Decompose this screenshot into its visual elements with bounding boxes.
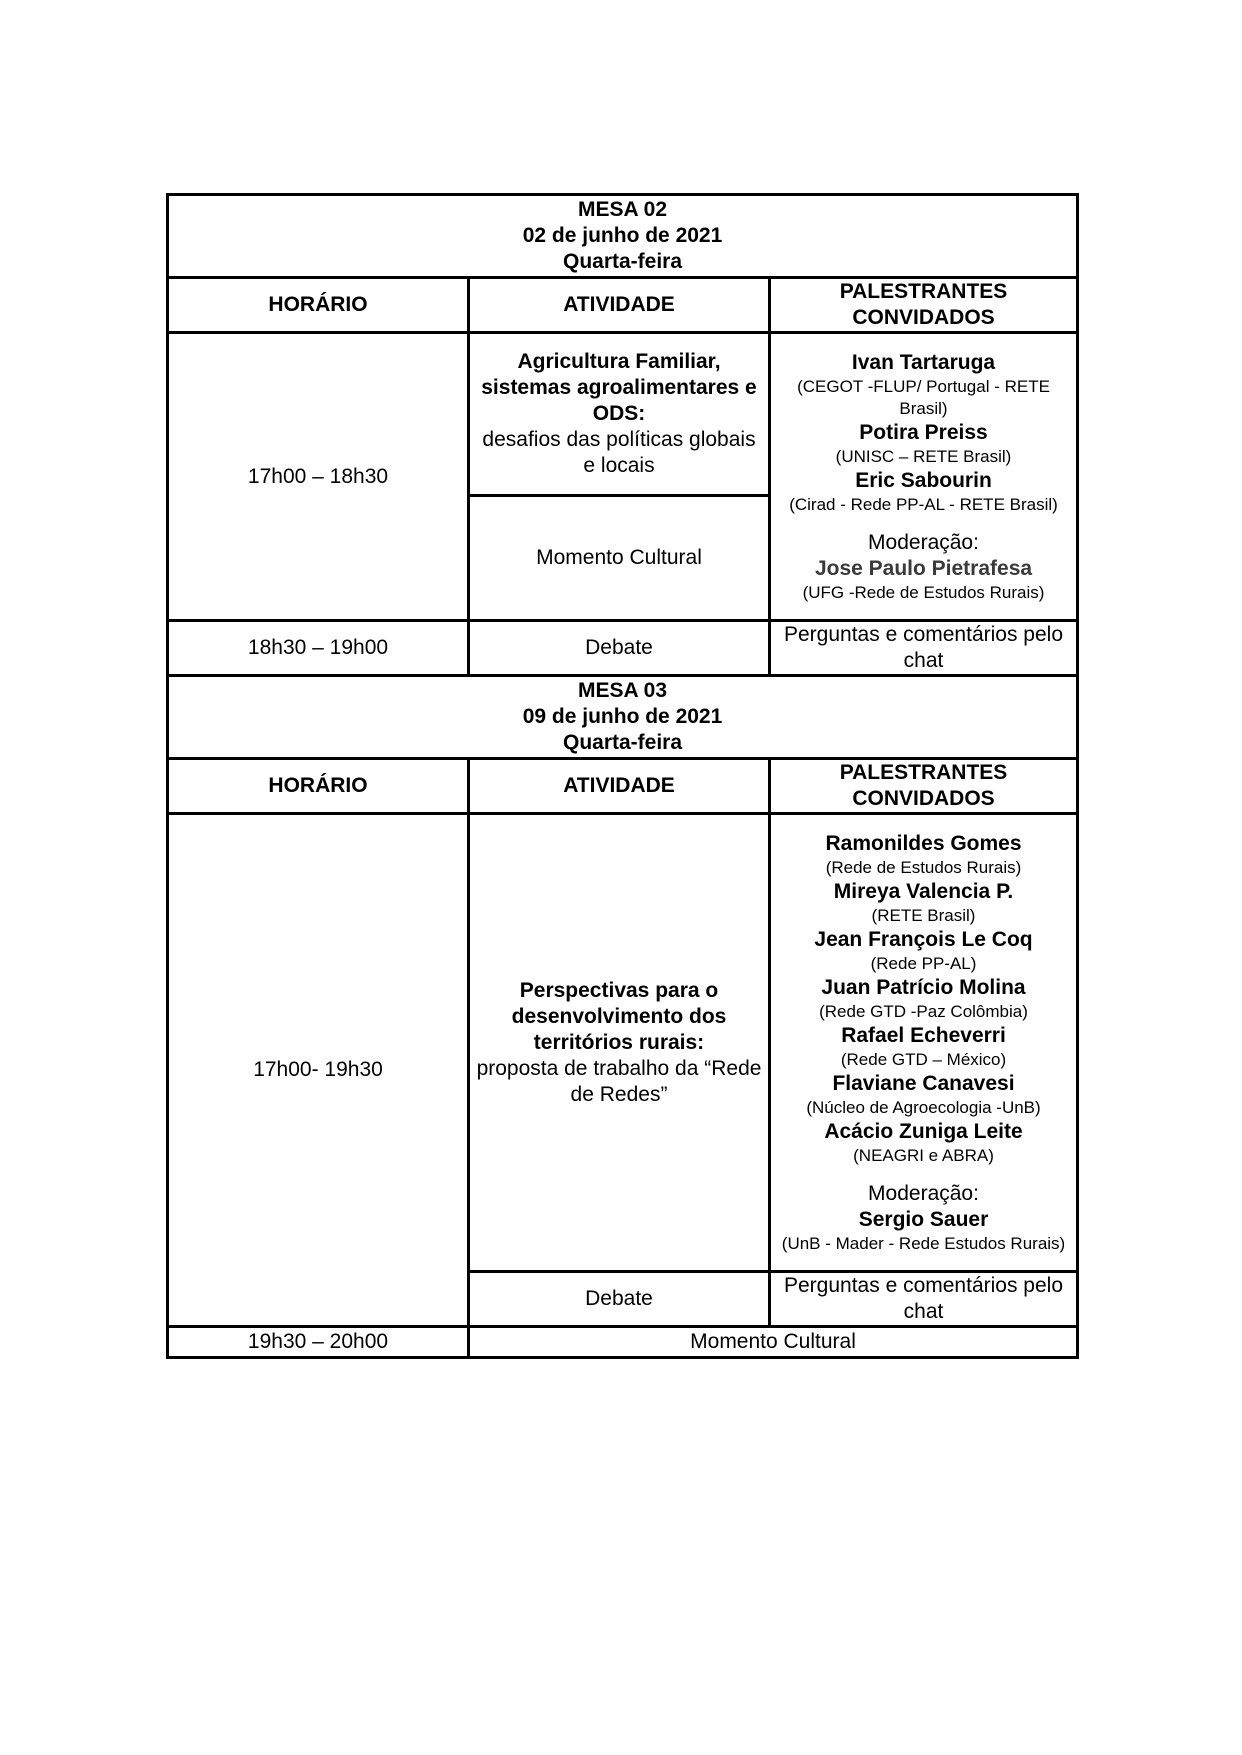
speaker-name: Ivan Tartaruga <box>851 350 996 374</box>
speaker-affiliation: (RETE Brasil) <box>871 905 976 925</box>
mesa02-slot2-time: 18h30 – 19h00 <box>168 621 469 676</box>
mesa03-header-horario: HORÁRIO <box>168 759 469 814</box>
mesa03-slot2-row <box>168 1327 1078 1358</box>
mesa02-activity-bold-ods: ODS: <box>592 402 646 425</box>
mesa02-slot1-activity <box>469 333 770 496</box>
speaker-affiliation: (Rede GTD – México) <box>840 1049 1007 1069</box>
speaker-name: Flaviane Canavesi <box>832 1071 1015 1095</box>
speaker-affiliation: (NEAGRI e ABRA) <box>853 1145 994 1165</box>
speaker-affiliation: (Rede de Estudos Rurais) <box>825 857 1022 877</box>
mesa03-debate-speakers: Perguntas e comentários pelo chat <box>770 1272 1078 1327</box>
mesa03-activity-desc: proposta de trabalho da “Rede de Redes” <box>476 1056 762 1106</box>
mesa02-header-horario: HORÁRIO <box>168 278 469 333</box>
mesa03-header-atividade: ATIVIDADE <box>469 759 770 814</box>
speaker-name: Eric Sabourin <box>855 468 992 492</box>
mesa02-header-atividade: ATIVIDADE <box>469 278 770 333</box>
speaker-name: Rafael Echeverri <box>841 1023 1006 1047</box>
speaker-affiliation: (Rede PP-AL) <box>870 953 977 973</box>
mesa02-header-row <box>168 278 1078 333</box>
mesa02-header-palestrantes: PALESTRANTES CONVIDADOS <box>770 278 1078 333</box>
moderator-affiliation: (UnB - Mader - Rede Estudos Rurais) <box>781 1233 1066 1253</box>
moderator-name: Sergio Sauer <box>858 1207 989 1231</box>
mesa03-header-row <box>168 759 1078 814</box>
mesa03-slot1-time: 17h00- 19h30 <box>168 814 469 1327</box>
mesa02-slot2-speakers: Perguntas e comentários pelo chat <box>770 621 1078 676</box>
speaker-affiliation: (Núcleo de Agroecologia -UnB) <box>806 1097 1041 1117</box>
speaker-affiliation: (CEGOT -FLUP/ Portugal - RETE Brasil) <box>797 376 1050 418</box>
mesa03-date: 09 de junho de 2021 <box>522 705 723 728</box>
speaker-name: Jean François Le Coq <box>814 927 1033 951</box>
speaker-affiliation: (UNISC – RETE Brasil) <box>835 446 1012 466</box>
schedule-table <box>166 193 1079 1359</box>
mesa02-slot2-activity: Debate <box>469 621 770 676</box>
mesa02-slot1-row <box>168 333 1078 496</box>
speaker-name: Potira Preiss <box>859 420 988 444</box>
mesa03-slot1-speakers <box>770 814 1078 1272</box>
mesa03-activity-bold: Perspectivas para o desenvolvimento dos territórios rurais: <box>511 978 727 1054</box>
mesa03-slot2-time: 19h30 – 20h00 <box>168 1327 469 1358</box>
moderator-affiliation: (UFG -Rede de Estudos Rurais) <box>802 582 1045 602</box>
moderation-label: Moderação: <box>868 530 979 554</box>
mesa02-weekday: Quarta-feira <box>562 250 683 273</box>
mesa03-header-palestrantes: PALESTRANTES CONVIDADOS <box>770 759 1078 814</box>
mesa02-activity-desc: desafios das políticas globais e locais <box>482 428 756 477</box>
mesa02-slot1-speakers <box>770 333 1078 621</box>
mesa02-slot1-time: 17h00 – 18h30 <box>168 333 469 621</box>
mesa02-activity-bold: Agricultura Familiar, sistemas agroalimentares e <box>481 350 757 399</box>
speaker-name: Mireya Valencia P. <box>833 879 1014 903</box>
mesa03-debate: Debate <box>469 1272 770 1327</box>
mesa02-title-row <box>168 195 1078 278</box>
mesa03-weekday: Quarta-feira <box>562 731 683 754</box>
speaker-affiliation: (Cirad - Rede PP-AL - RETE Brasil) <box>789 494 1058 514</box>
mesa03-title: MESA 03 <box>577 679 668 702</box>
speaker-name: Ramonildes Gomes <box>825 831 1022 855</box>
mesa03-slot1-row <box>168 814 1078 1272</box>
speaker-name: Juan Patrício Molina <box>821 975 1026 999</box>
mesa02-cultural: Momento Cultural <box>469 496 770 621</box>
mesa02-date: 02 de junho de 2021 <box>522 224 723 247</box>
mesa02-title: MESA 02 <box>577 198 668 221</box>
speaker-affiliation: (Rede GTD -Paz Colômbia) <box>819 1001 1028 1021</box>
mesa03-title-row <box>168 676 1078 759</box>
moderation-label: Moderação: <box>868 1181 979 1205</box>
moderator-name: Jose Paulo Pietrafesa <box>814 556 1033 580</box>
mesa02-slot2-row <box>168 621 1078 676</box>
speaker-name: Acácio Zuniga Leite <box>824 1119 1023 1143</box>
mesa03-slot1-activity <box>469 814 770 1272</box>
mesa03-slot2-activity: Momento Cultural <box>469 1327 1078 1358</box>
